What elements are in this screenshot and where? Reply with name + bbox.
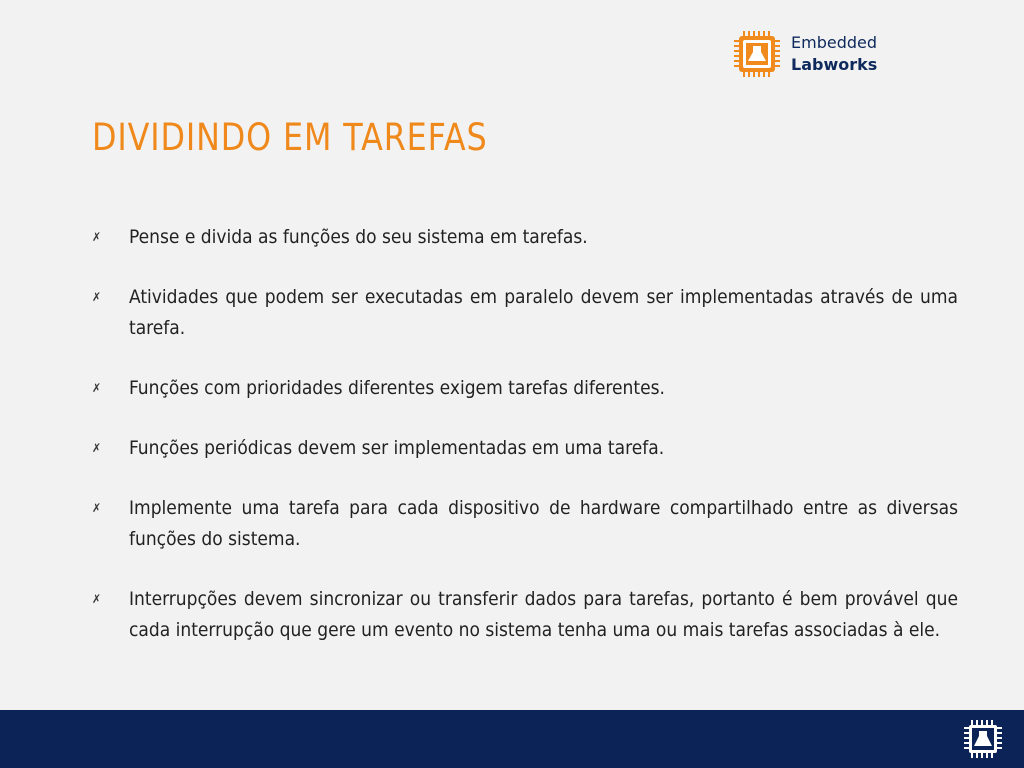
bullet-text: Funções com prioridades diferentes exigem tarefas diferentes. bbox=[129, 377, 665, 399]
bullet-list bbox=[92, 222, 958, 675]
tick-mark-icon: ✗ bbox=[92, 592, 102, 606]
bullet-text: Atividades que podem ser executadas em paralelo devem ser implementadas através de uma tarefa. bbox=[129, 286, 958, 339]
tick-mark-icon: ✗ bbox=[92, 501, 102, 515]
chip-flask-icon bbox=[962, 718, 1004, 760]
list-item bbox=[92, 433, 958, 464]
logo-line-2: Labworks bbox=[791, 55, 878, 74]
footer-bar bbox=[0, 710, 1024, 768]
bullet-text: Implemente uma tarefa para cada dispositivo de hardware compartilhado entre as diversas funções do sistema. bbox=[129, 497, 958, 550]
tick-mark-icon: ✗ bbox=[92, 441, 102, 455]
bullet-text: Funções periódicas devem ser implementadas em uma tarefa. bbox=[129, 437, 665, 459]
list-item bbox=[92, 282, 958, 344]
list-item bbox=[92, 584, 958, 646]
bullet-text: Interrupções devem sincronizar ou transferir dados para tarefas, portanto é bem provável que cada interrupção que gere um evento no sistema tenha uma ou mais tarefas associadas à ele. bbox=[129, 588, 958, 641]
chip-flask-icon bbox=[731, 28, 783, 80]
list-item bbox=[92, 373, 958, 404]
logo-text bbox=[791, 32, 877, 76]
list-item bbox=[92, 493, 958, 555]
brand-logo bbox=[731, 28, 877, 80]
logo-line-1: Embedded bbox=[791, 33, 878, 52]
tick-mark-icon: ✗ bbox=[92, 290, 102, 304]
bullet-text: Pense e divida as funções do seu sistema em tarefas. bbox=[129, 226, 588, 248]
tick-mark-icon: ✗ bbox=[92, 230, 102, 244]
slide-title: DIVIDINDO EM TAREFAS bbox=[92, 116, 488, 159]
list-item bbox=[92, 222, 958, 253]
tick-mark-icon: ✗ bbox=[92, 381, 102, 395]
